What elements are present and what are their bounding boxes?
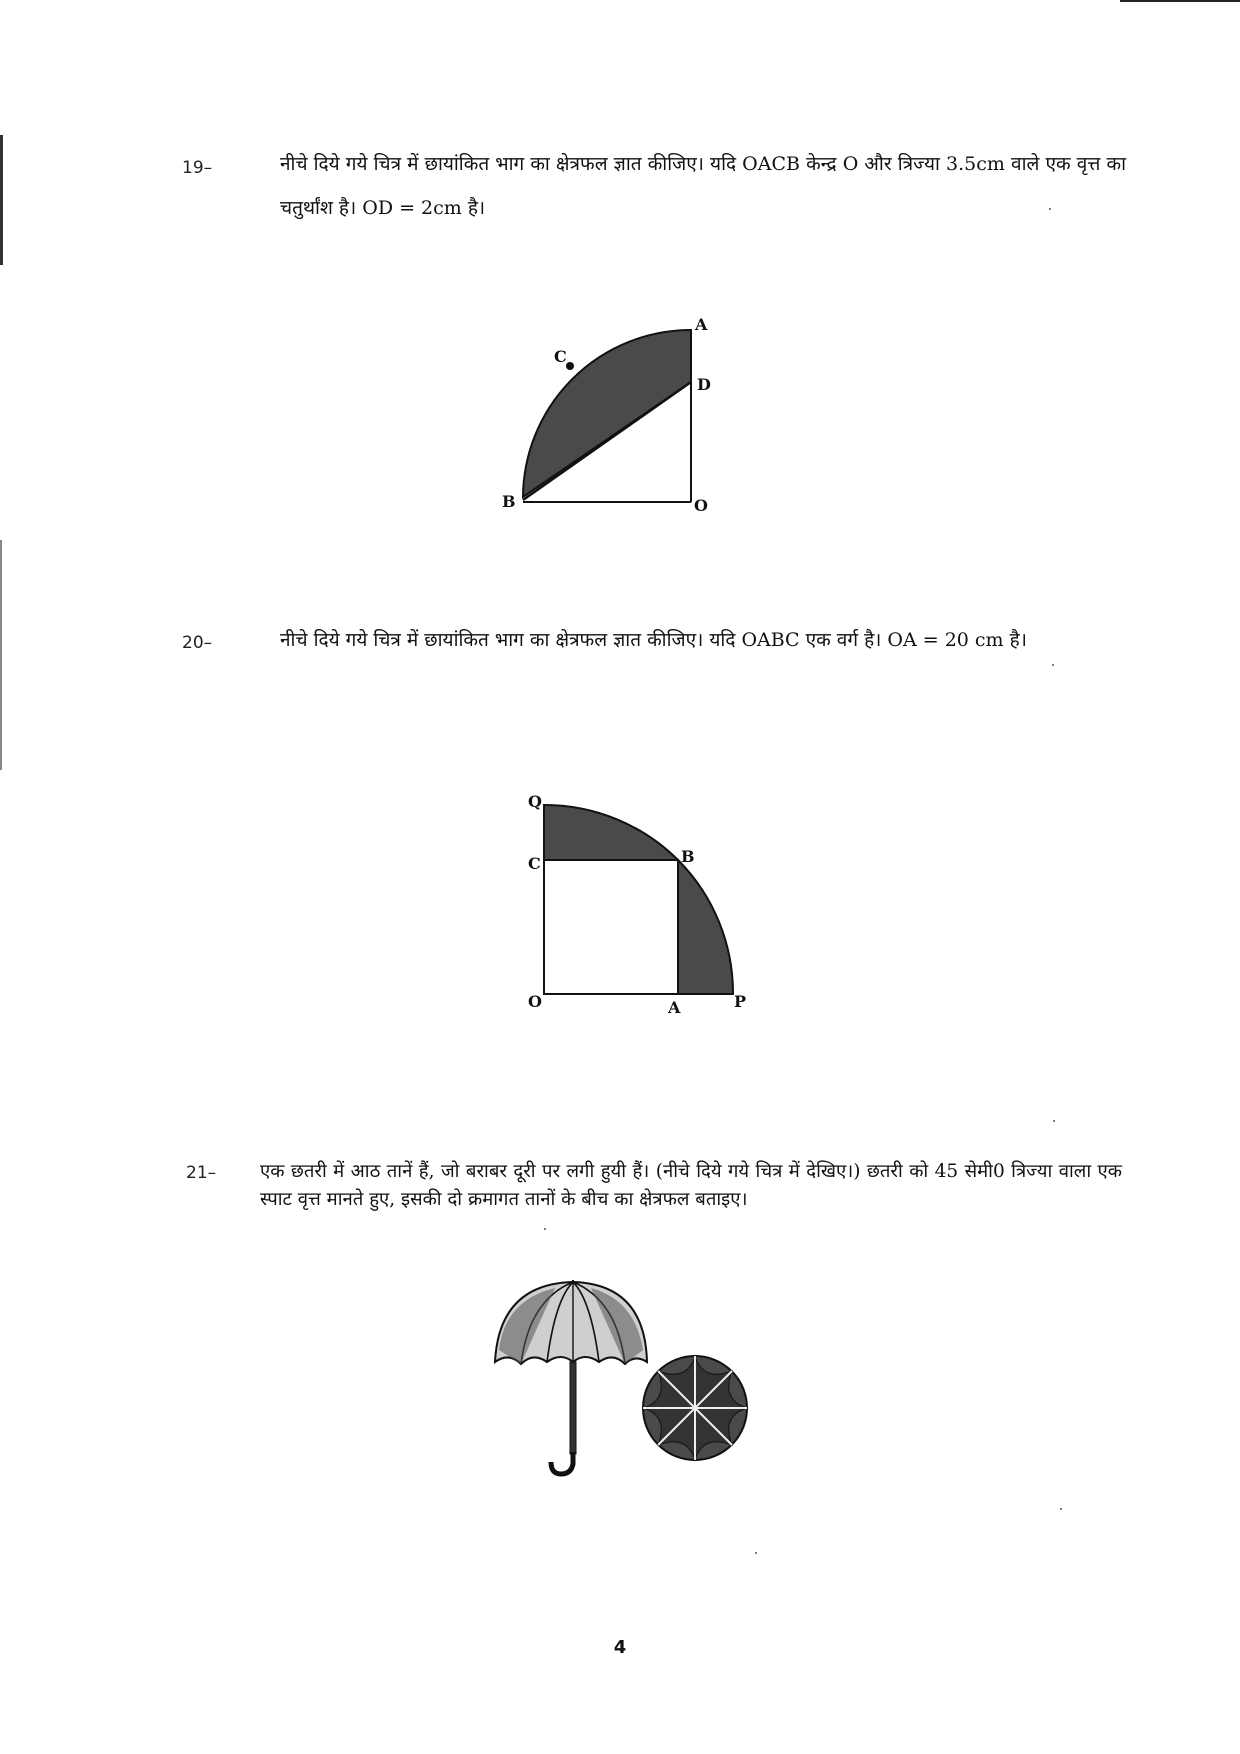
label-B: B bbox=[502, 492, 516, 511]
label-B: B bbox=[681, 847, 695, 866]
question-20-text: नीचे दिये गये चित्र में छायांकित भाग का क्षेत्रफल ज्ञात कीजिए। यदि OABC एक वर्ग है। OA = 20 cm है। bbox=[280, 629, 1027, 651]
label-C: C bbox=[528, 854, 541, 873]
scan-speck bbox=[1060, 1508, 1062, 1510]
scan-speck bbox=[1053, 1120, 1055, 1122]
label-C: C bbox=[554, 347, 567, 366]
umbrella-icon bbox=[495, 1280, 647, 1474]
scan-speck bbox=[544, 1228, 546, 1230]
label-A: A bbox=[668, 998, 681, 1017]
label-O: O bbox=[694, 496, 708, 515]
shaded-region-top bbox=[544, 805, 678, 860]
umbrella-figure-21 bbox=[485, 1280, 755, 1480]
quadrant-figure-19 bbox=[490, 310, 730, 520]
question-20-number: 20– bbox=[182, 633, 213, 653]
left-margin-mark bbox=[0, 540, 2, 770]
label-D: D bbox=[697, 375, 711, 394]
square-quadrant-figure-20 bbox=[520, 785, 760, 1020]
label-Q: Q bbox=[528, 792, 542, 811]
umbrella-top-view-icon bbox=[643, 1356, 747, 1460]
question-21-text: एक छतरी में आठ तानें हैं, जो बराबर दूरी पर लगी हुयी हैं। (नीचे दिये गये चित्र में देखिए।) छतरी को 45 सेमी0 त्रिज्या वाला एक स्पाट वृत्त मानते हुए, इसकी दो क्रमागत तानों के बीच का क्षेत्रफल बताइए। bbox=[260, 1161, 1122, 1210]
label-P: P bbox=[734, 992, 747, 1011]
question-21-number: 21– bbox=[186, 1163, 217, 1183]
question-19-number: 19– bbox=[182, 158, 213, 178]
label-A: A bbox=[695, 315, 708, 334]
label-O: O bbox=[528, 992, 542, 1011]
shaded-region-right bbox=[678, 860, 733, 994]
scan-speck bbox=[755, 1552, 757, 1554]
point-C bbox=[566, 362, 574, 370]
scan-speck bbox=[1052, 664, 1054, 666]
scan-speck bbox=[1049, 208, 1051, 210]
square-OABC bbox=[544, 860, 678, 994]
top-edge-rule bbox=[1120, 0, 1240, 2]
shaded-region-19 bbox=[523, 330, 691, 497]
page-number: 4 bbox=[613, 1637, 627, 1658]
left-margin-mark bbox=[0, 135, 3, 265]
question-19-text: नीचे दिये गये चित्र में छायांकित भाग का क्षेत्रफल ज्ञात कीजिए। यदि OACB केन्द्र O और त्रिज्या 3.5cm वाले एक वृत्त का चतुर्थांश है। OD = 2cm है। bbox=[280, 153, 1126, 219]
